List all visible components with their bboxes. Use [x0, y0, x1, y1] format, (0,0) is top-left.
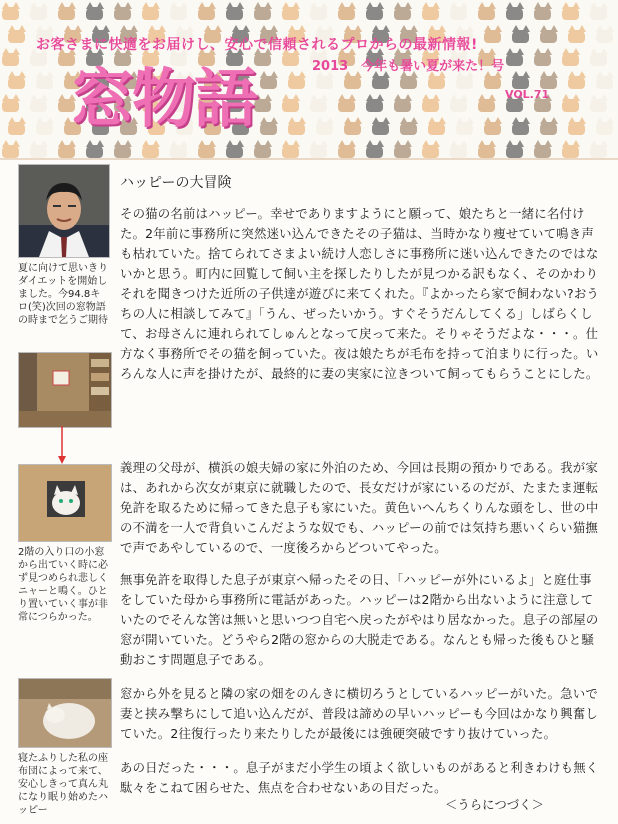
cat-pattern-icon	[560, 94, 582, 114]
cat-pattern-icon	[112, 140, 134, 160]
cat-pattern-icon	[504, 48, 526, 68]
cat-pattern-icon	[252, 140, 274, 160]
cat-pattern-icon	[370, 117, 392, 137]
cat-pattern-icon	[594, 117, 616, 137]
cat-pattern-icon	[168, 140, 190, 160]
cat-pattern-icon	[0, 94, 22, 114]
masthead-header	[0, 0, 618, 160]
cat-window-caption: 2階の入り口の小窓から出ていく時に必ず見つめられ悲しくニャーと鳴く。ひとり置いていく事が非常につらかった。	[18, 547, 108, 623]
cat-pattern-icon	[224, 140, 246, 160]
cat-pattern-icon	[482, 117, 504, 137]
cat-pattern-icon	[398, 71, 420, 91]
cat-pattern-icon	[420, 94, 442, 114]
cat-pattern-icon	[532, 48, 554, 68]
cat-pattern-icon	[476, 2, 498, 22]
cat-pattern-icon	[482, 71, 504, 91]
article-paragraph: 窓から外を見ると隣の家の畑をのんきに横切ろうとしているハッピーがいた。急いで妻と挟み撃ちにして追い込んだが、普段は諦めの早いハッピーも今回はかなり興奮していた。2往復行ったり来たりしたが最後には強硬突破ですり抜けていった。	[120, 686, 598, 741]
cat-pattern-icon	[280, 94, 302, 114]
cat-pattern-icon	[252, 2, 274, 22]
cat-pattern-icon	[560, 140, 582, 160]
cat-pattern-icon	[6, 117, 28, 137]
cat-pattern-icon	[342, 71, 364, 91]
portrait-illustration	[19, 165, 109, 257]
sleeping-cat-illustration	[19, 679, 111, 747]
masthead-logo: 窓物語	[70, 62, 256, 137]
header-divider	[0, 158, 618, 160]
cat-pattern-icon	[510, 117, 532, 137]
cat-pattern-icon	[6, 71, 28, 91]
issue-title: 2013 今年も暑い夏が来た！号	[312, 59, 505, 74]
cat-pattern-icon	[482, 25, 504, 45]
cat-pattern-icon	[532, 140, 554, 160]
cat-pattern-icon	[140, 140, 162, 160]
cat-pattern-icon	[560, 2, 582, 22]
article-title: ハッピーの大冒険	[120, 175, 232, 191]
cat-pattern-icon	[286, 117, 308, 137]
cat-pattern-icon	[532, 2, 554, 22]
cat-pattern-icon	[196, 2, 218, 22]
cat-pattern-icon	[510, 25, 532, 45]
cat-pattern-icon	[280, 140, 302, 160]
cat-pattern-icon	[594, 25, 616, 45]
cat-pattern-icon	[336, 94, 358, 114]
cat-pattern-icon	[588, 48, 610, 68]
cat-pattern-icon	[566, 117, 588, 137]
sleeping-cat-photo	[18, 678, 112, 748]
cat-pattern-icon	[0, 2, 22, 22]
cat-pattern-icon	[594, 71, 616, 91]
cat-pattern-icon	[224, 2, 246, 22]
tagline: お客さまに快適をお届けし、安心で信頼されるプロからの最新情報!	[36, 37, 478, 53]
cat-pattern-icon	[476, 94, 498, 114]
cat-window-photo	[18, 464, 112, 542]
cat-pattern-icon	[34, 71, 56, 91]
sleeping-cat-caption: 寝たふりした私の座布団によって来て、安心しきって真ん丸になり眠り始めたハッピー	[18, 753, 108, 816]
cat-pattern-icon	[420, 140, 442, 160]
arrow-down-icon	[56, 426, 68, 466]
cat-pattern-icon	[504, 140, 526, 160]
article-paragraph: その猫の名前はハッピー。幸せでありますようにと願って、娘たちと一緒に名付けた。2年前に事務所に突然迷い込んできたその子猫は、当時かなり痩せていて鳴き声も枯れていた。捨てられてさまよい続け人恋しさに事務所に迷い込んできたのではないかと思う。町内に回覧して飼い主を探したりしたが見つかる訳もなく、そのかわりそれを聞きつけた近所の子供達が遊びに来てくれた。『よかったら家で飼わない?おうちの人に相談してみて』「うん、ぜったいかう。すぐそうだんしてくる」しばらくして、お母さんに連れられてしゅんとなって戻って来た。そりゃそうだよな・・・。仕方なく事務所でその猫を飼っていた。夜は娘たちが毛布を持って泊まりに行った。いろんな人に声を掛けたが、最終的に妻の実家に泣きついて飼ってもらうことにした。	[120, 206, 600, 381]
cat-pattern-icon	[336, 2, 358, 22]
volume-number: VOL.71	[505, 88, 550, 101]
cat-pattern-icon	[392, 94, 414, 114]
cat-pattern-icon	[398, 117, 420, 137]
article-paragraph: あの日だった・・・。息子がまだ小学生の頃よく欲しいものがあると利きわけも無く駄々をこねて困らせた、焦点を合わせないあの目だった。	[120, 760, 599, 795]
cat-pattern-icon	[566, 25, 588, 45]
cat-pattern-icon	[476, 140, 498, 160]
cat-pattern-icon	[448, 2, 470, 22]
cat-pattern-icon	[336, 140, 358, 160]
cat-pattern-icon	[112, 2, 134, 22]
cat-pattern-icon	[538, 117, 560, 137]
cat-pattern-icon	[370, 71, 392, 91]
cat-pattern-icon	[426, 71, 448, 91]
cat-pattern-icon	[420, 2, 442, 22]
cat-pattern-icon	[588, 2, 610, 22]
cat-pattern-icon	[392, 2, 414, 22]
cat-pattern-icon	[454, 71, 476, 91]
cat-pattern-icon	[84, 2, 106, 22]
cat-pattern-icon	[364, 2, 386, 22]
cat-pattern-icon	[28, 94, 50, 114]
cat-pattern-icon	[448, 140, 470, 160]
cat-pattern-icon	[56, 2, 78, 22]
cat-pattern-icon	[140, 2, 162, 22]
article-paragraph: 義理の父母が、横浜の娘夫婦の家に外泊のため、今回は長期の預かりである。我が家は、あれから次女が東京に就職したので、長女だけが家にいるのだが、たまたま運転免許を取るために帰ってきた息子も家にいた。黄色いへんちくりんな頭をし、世の中の不満を一人で背負いこんだような奴でも、ハッピーの前では気持ち悪いくらい猫撫で声であやしているので、一度後ろからどついてやった。	[120, 460, 599, 555]
cat-pattern-icon	[392, 140, 414, 160]
cat-pattern-icon	[258, 71, 280, 91]
cat-pattern-icon	[504, 2, 526, 22]
cat-pattern-icon	[314, 117, 336, 137]
cat-pattern-icon	[342, 117, 364, 137]
cat-pattern-icon	[308, 2, 330, 22]
cat-pattern-icon	[364, 94, 386, 114]
cat-pattern-icon	[196, 140, 218, 160]
cat-pattern-icon	[364, 140, 386, 160]
author-caption: 夏に向けて思いきりダイエットを開始しました。今94.8キロ(笑)次回の窓物語の時まで乞うご期待	[18, 263, 108, 326]
room-window-illustration	[19, 353, 111, 427]
cat-pattern-icon	[84, 140, 106, 160]
room-photo	[18, 352, 112, 428]
cat-pattern-icon	[538, 25, 560, 45]
cat-pattern-icon	[426, 117, 448, 137]
cat-pattern-icon	[566, 71, 588, 91]
cat-pattern-icon	[28, 140, 50, 160]
cat-pattern-icon	[454, 117, 476, 137]
cat-pattern-icon	[308, 140, 330, 160]
cat-pattern-icon	[588, 94, 610, 114]
cat-pattern-icon	[0, 48, 22, 68]
cat-pattern-icon	[168, 2, 190, 22]
cat-pattern-icon	[280, 2, 302, 22]
author-photo	[18, 164, 110, 258]
cat-pattern-icon	[56, 140, 78, 160]
cat-pattern-icon	[448, 94, 470, 114]
cat-pattern-icon	[34, 117, 56, 137]
cat-pattern-icon	[28, 2, 50, 22]
continued-note: ＜うらにつづく＞	[445, 797, 544, 812]
cat-pattern-icon	[6, 25, 28, 45]
cat-pattern-icon	[258, 117, 280, 137]
cat-pattern-icon	[286, 71, 308, 91]
cat-pattern-icon	[314, 71, 336, 91]
cat-pattern-icon	[0, 140, 22, 160]
cat-pattern-icon	[588, 140, 610, 160]
cat-pattern-icon	[308, 94, 330, 114]
cat-pattern-icon	[560, 48, 582, 68]
cat-in-window-illustration	[19, 465, 111, 541]
article-paragraph: 無事免許を取得した息子が東京へ帰ったその日、「ハッピーが外にいるよ」と庭仕事をしていた母から事務所に電話があった。ハッピーは2階から出ないように注意していたのでそんな筈は無いと思いつつ自宅へ戻ったがやはり居なかった。息子の部屋の窓が開いていた。どうやら2階の窓からの大脱走である。なんとも帰った後もひと騒動おこす問題息子である。	[120, 572, 599, 667]
